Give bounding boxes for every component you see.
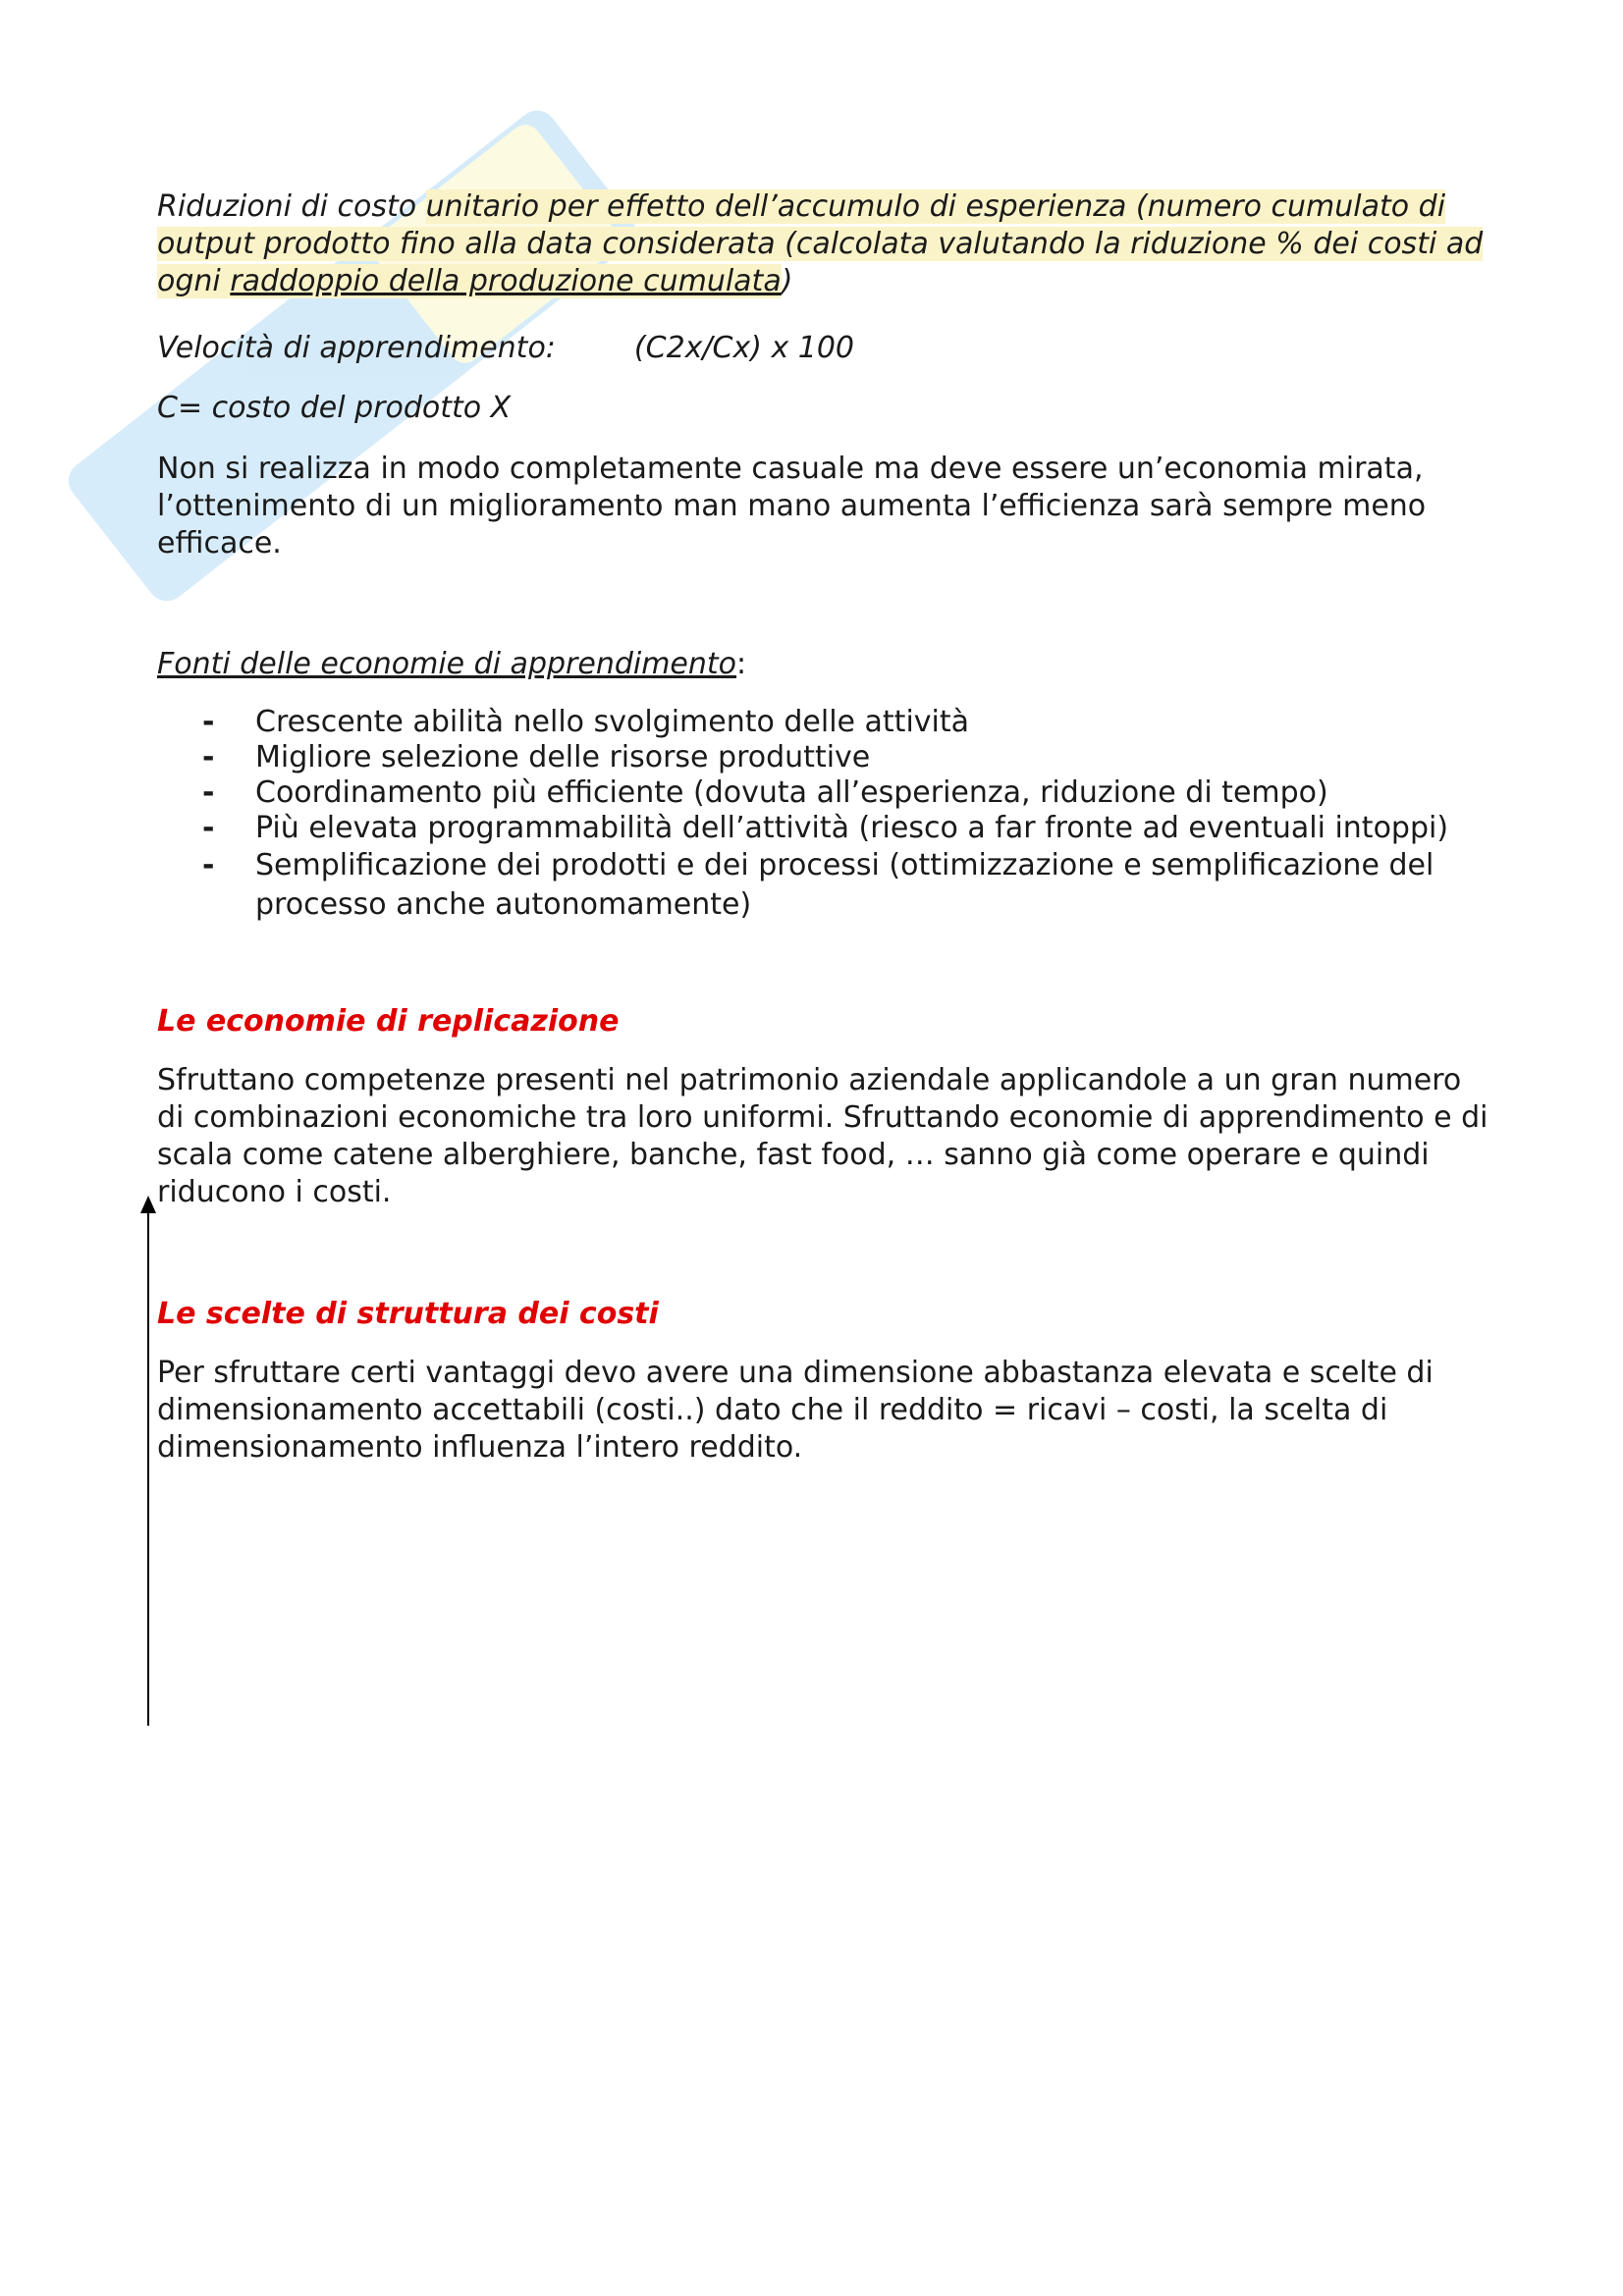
list-item-text: Crescente abilità nello svolgimento delle attività	[255, 705, 970, 739]
dash-bullet: -	[202, 811, 215, 845]
paragraph-economia-mirata: Non si realizza in modo completamente casuale ma deve essere un’economia mirata, l’ottenimento di un miglioramento man mano aumenta l’efficienza sarà sempre meno efficace.	[157, 452, 1427, 561]
list-item-text: Più elevata programmabilità dell’attività (riesco a far fronte ad eventuali intoppi)	[255, 811, 1449, 845]
list-item-text: Semplificazione dei prodotti e dei processi (ottimizzazione e semplificazione del processo anche autonomamente)	[255, 848, 1434, 922]
vertical-arrow-icon	[137, 1196, 159, 1726]
fonti-title: Fonti delle economie di apprendimento	[157, 647, 737, 681]
replicazione-paragraph: Sfruttano competenze presenti nel patrimonio aziendale applicandole a un gran numero di combinazioni economiche tra loro uniformi. Sfruttando economie di apprendimento e di scala come catene alberghiere, banche, fast food, … sanno già come operare e quindi riducono i costi.	[157, 1063, 1488, 1209]
dash-bullet: -	[202, 775, 215, 810]
intro-paragraph	[157, 188, 1492, 300]
dash-bullet: -	[202, 705, 215, 739]
formula-expression: (C2x/Cx) x 100	[633, 331, 855, 365]
replicazione-heading: Le economie di replicazione	[157, 1004, 620, 1039]
list-item	[157, 775, 1492, 811]
struttura-paragraph: Per sfruttare certi vantaggi devo avere una dimensione abbastanza elevata e scelte di dimensionamento accettabili (costi..) dato che il reddito = ricavi – costi, la scelta di dimensionamento influenza l’intero reddito.	[157, 1356, 1434, 1465]
list-item	[157, 811, 1492, 846]
skuola-watermark-logo	[29, 39, 717, 726]
intro-text-end: )	[781, 264, 793, 298]
fonti-colon: :	[736, 647, 747, 681]
fonti-list	[157, 705, 1492, 925]
dash-bullet: -	[202, 848, 215, 882]
intro-underlined-text: raddoppio della produzione cumulata	[230, 264, 782, 298]
intro-highlighted-text: unitario per effetto dell’accumulo di esperienza (numero cumulato di output prodotto fino alla data considerata (calcolata valutando la riduzione % dei costi ad ogni	[157, 189, 1484, 298]
formula-line	[157, 330, 1492, 367]
list-item	[157, 705, 1492, 740]
intro-text-start: Riduzioni di costo	[157, 189, 426, 224]
dash-bullet: -	[202, 740, 215, 774]
definition-line: C= costo del prodotto X	[157, 391, 512, 425]
list-item	[157, 846, 1492, 925]
list-item-text: Coordinamento più efficiente (dovuta all’esperienza, riduzione di tempo)	[255, 775, 1328, 810]
list-item	[157, 740, 1492, 775]
list-item-text: Migliore selezione delle risorse produttive	[255, 740, 871, 774]
struttura-heading: Le scelte di struttura dei costi	[157, 1297, 659, 1331]
fonti-heading	[157, 646, 1492, 683]
formula-label: Velocità di apprendimento:	[157, 331, 556, 365]
